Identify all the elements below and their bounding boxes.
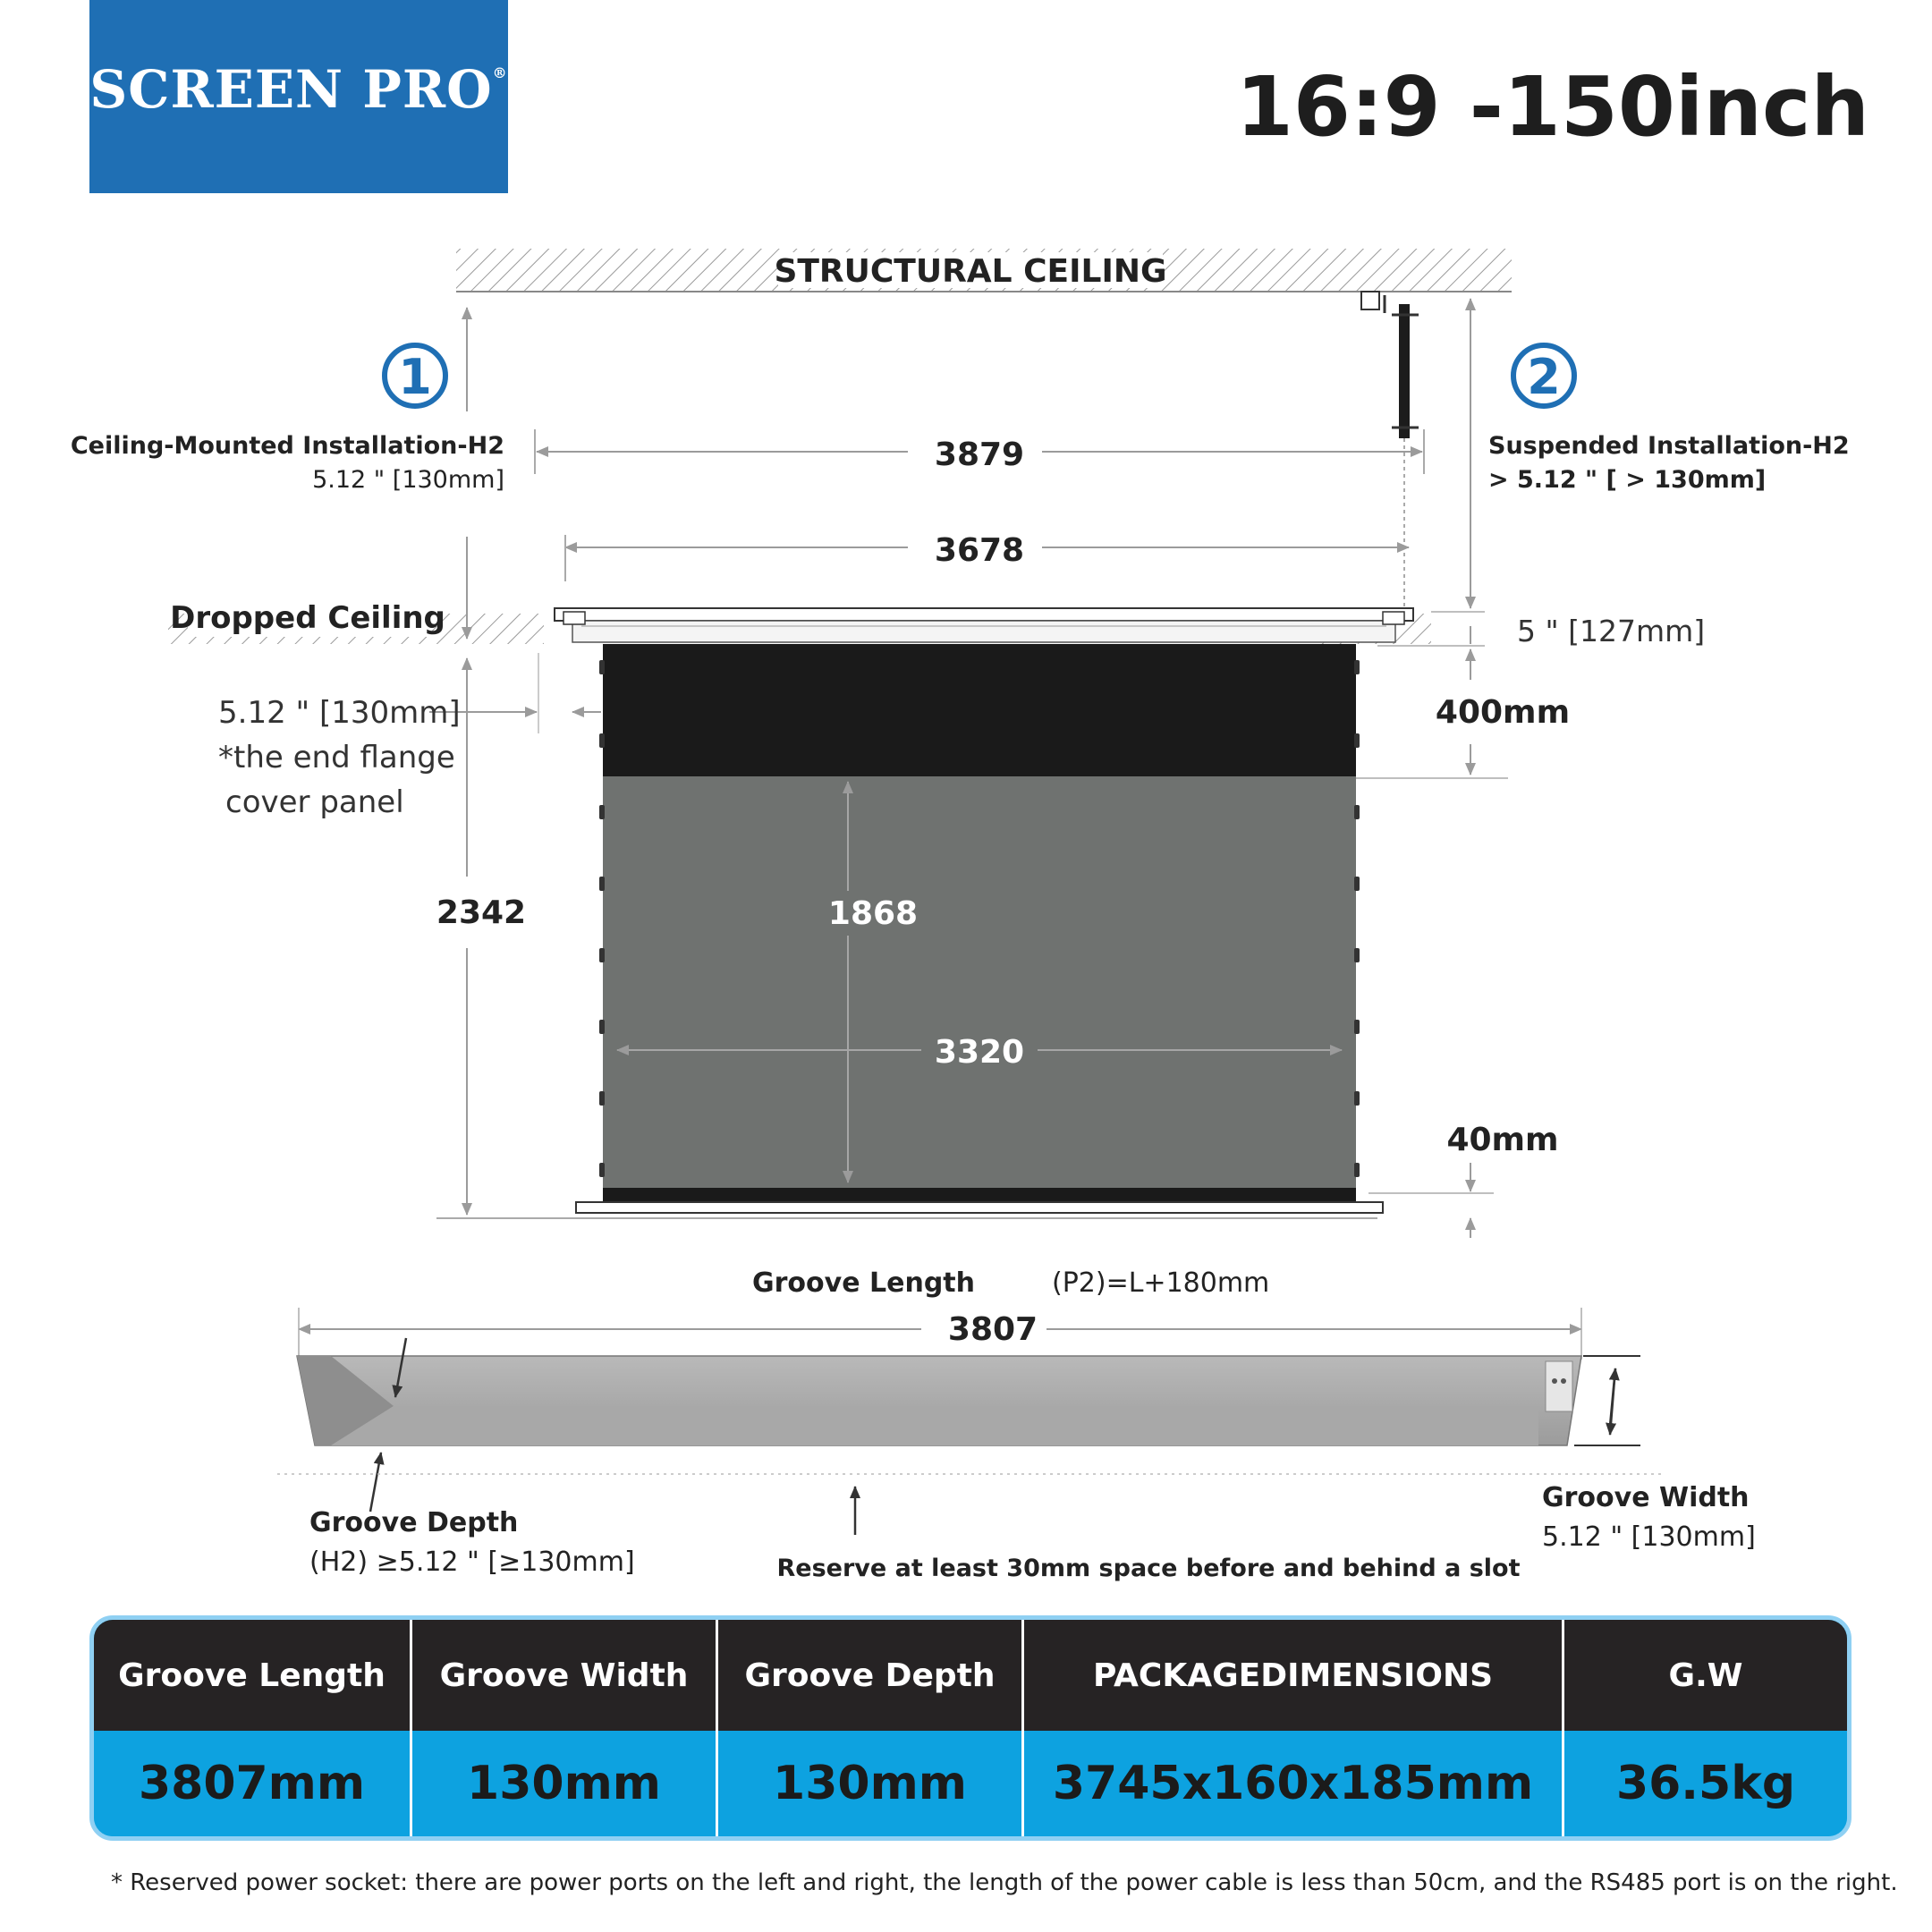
registered-mark: ®	[492, 64, 508, 81]
screen-viewing-area	[603, 776, 1356, 1188]
dropped-ceiling-label: Dropped Ceiling	[170, 600, 445, 636]
spec-header-groove-depth: Groove Depth	[718, 1620, 1024, 1731]
spec-header-gross-weight: G.W	[1668, 1657, 1743, 1694]
screen-black-drop	[603, 644, 1356, 776]
spec-table	[89, 1615, 1852, 1841]
screen-bottom-bar	[576, 1202, 1383, 1213]
dim-case-height: 5 " [127mm]	[1517, 614, 1706, 648]
groove-width-value: 5.12 " [130mm]	[1542, 1521, 1756, 1553]
flange-note-size: 5.12 " [130mm]	[218, 695, 461, 731]
groove-width-label: Groove Width	[1542, 1482, 1750, 1513]
spec-value-groove-length: 3807mm	[94, 1731, 412, 1836]
dim-case-width: 3678	[934, 532, 1025, 569]
groove-length-label: Groove Length	[752, 1267, 975, 1299]
screen-case-top	[555, 608, 1413, 621]
spec-value-gross-weight: 36.5kg	[1615, 1757, 1796, 1810]
structural-ceiling-label: STRUCTURAL CEILING	[774, 253, 1167, 290]
install-1-title: Ceiling-Mounted Installation-H2	[70, 432, 504, 460]
logo-text: SCREEN PRO	[89, 59, 493, 120]
suspension-rod	[1399, 304, 1410, 438]
flange-note-line1: *the end flange	[218, 740, 455, 775]
install-2-title: Suspended Installation-H2	[1488, 432, 1850, 460]
dim-overall-width: 3879	[934, 436, 1025, 473]
footnote: * Reserved power socket: there are power ports on the left and right, the length of the power cable is less than 50cm, and the RS485 port is on the right.	[111, 1869, 1898, 1896]
spec-value-groove-depth: 130mm	[718, 1731, 1024, 1836]
svg-text:1: 1	[398, 349, 432, 405]
dim-view-height: 1868	[827, 895, 919, 932]
spec-value-package-dimensions: 3745x160x185mm	[1024, 1731, 1564, 1836]
spec-table-header	[94, 1620, 1847, 1731]
spec-table-values	[94, 1731, 1847, 1836]
dim-black-drop: 400mm	[1435, 694, 1571, 731]
page-title: 16:9 -150inch	[1235, 59, 1869, 155]
groove-depth-value: (H2) ≥5.12 " [≥130mm]	[309, 1546, 635, 1578]
spec-header-groove-length: Groove Length	[94, 1620, 412, 1731]
groove-length-value: 3807	[947, 1311, 1038, 1348]
svg-text:2: 2	[1527, 349, 1561, 405]
power-socket	[1546, 1361, 1572, 1411]
groove-length-formula: (P2)=L+180mm	[1052, 1267, 1270, 1299]
install-2-value: > 5.12 " [ > 130mm]	[1488, 466, 1767, 494]
dim-view-width: 3320	[934, 1034, 1025, 1071]
dim-bottom-border: 40mm	[1446, 1122, 1559, 1158]
spec-header-package-dimensions: PACKAGEDIMENSIONS	[1024, 1620, 1564, 1731]
flange-note-line2: cover panel	[225, 784, 404, 820]
spec-header-groove-width: Groove Width	[412, 1620, 718, 1731]
spec-value-groove-width: 130mm	[412, 1731, 718, 1836]
dim-total-height: 2342	[436, 894, 527, 931]
reserve-note: Reserve at least 30mm space before and behind a slot	[776, 1555, 1521, 1582]
install-1-value: 5.12 " [130mm]	[312, 466, 504, 494]
groove-depth-label: Groove Depth	[309, 1507, 519, 1538]
